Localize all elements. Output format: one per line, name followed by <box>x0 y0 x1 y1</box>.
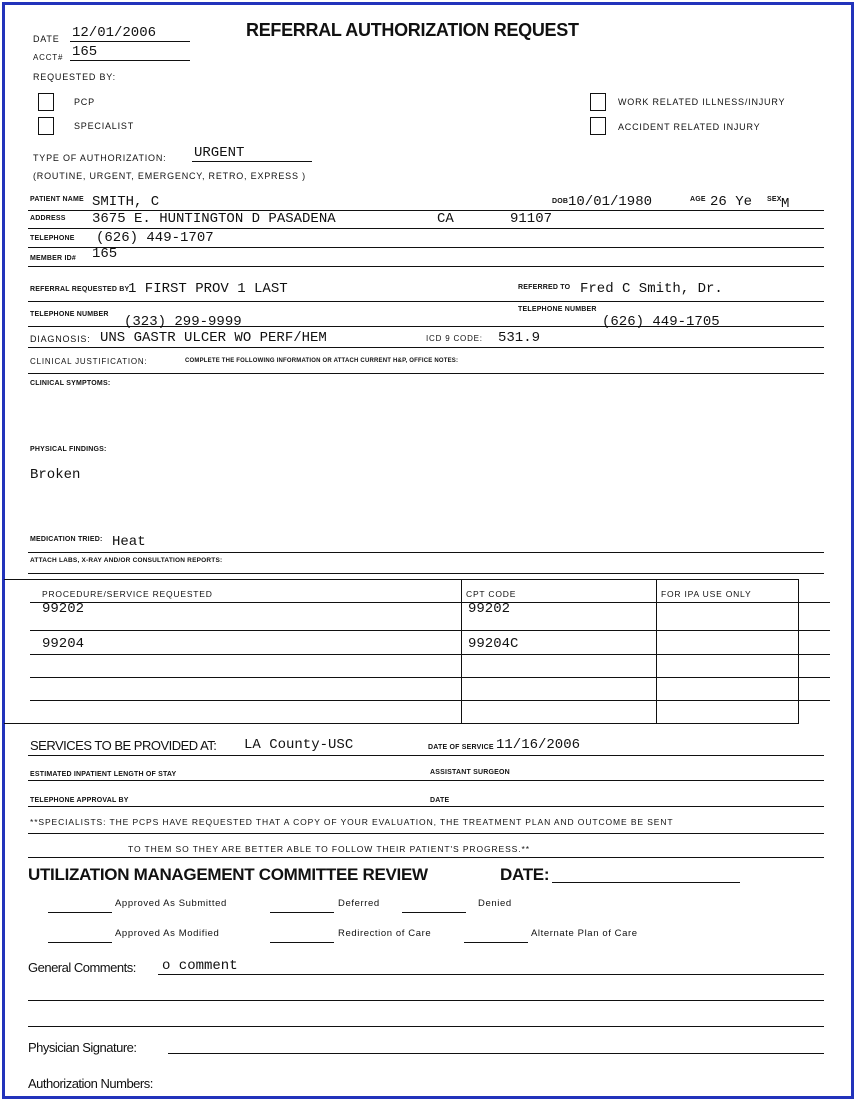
date-label: DATE <box>33 34 60 44</box>
age-label: AGE <box>690 196 706 203</box>
member-id-label: MEMBER ID# <box>30 255 76 262</box>
table-row-1-procedure[interactable]: 99202 <box>42 601 85 617</box>
table-row-2-cpt[interactable]: 99204C <box>468 636 519 652</box>
referral-telephone-value[interactable]: (323) 299-9999 <box>124 314 242 330</box>
authorization-numbers-label: Authorization Numbers: <box>28 1076 153 1091</box>
assistant-surgeon-label: ASSISTANT SURGEON <box>430 769 510 776</box>
physician-signature-line[interactable] <box>168 1053 824 1054</box>
work-related-checkbox[interactable] <box>590 93 606 111</box>
general-comments-label: General Comments: <box>28 960 136 975</box>
services-provided-value[interactable]: LA County-USC <box>244 737 354 753</box>
col-ipa-header: FOR IPA USE ONLY <box>661 589 752 599</box>
physical-findings-value[interactable]: Broken <box>30 467 81 483</box>
referred-to-label: REFERRED TO <box>518 284 571 291</box>
icd-label: ICD 9 CODE: <box>426 334 483 343</box>
denied-label: Denied <box>478 898 512 909</box>
redirection-of-care-label: Redirection of Care <box>338 928 432 939</box>
services-provided-label: SERVICES TO BE PROVIDED AT: <box>30 738 217 753</box>
work-related-label: WORK RELATED ILLNESS/INJURY <box>618 97 786 107</box>
inpatient-stay-label: ESTIMATED INPATIENT LENGTH OF STAY <box>30 771 177 778</box>
alternate-plan-label: Alternate Plan of Care <box>531 928 638 939</box>
auth-type-value[interactable]: URGENT <box>194 145 245 161</box>
accident-related-checkbox[interactable] <box>590 117 606 135</box>
state-value[interactable]: CA <box>437 211 454 227</box>
pcp-checkbox[interactable] <box>38 93 54 111</box>
address-label: ADDRESS <box>30 215 66 222</box>
physical-findings-label: PHYSICAL FINDINGS: <box>30 446 107 453</box>
referred-to-value[interactable]: Fred C Smith, Dr. <box>580 281 723 297</box>
diagnosis-value[interactable]: UNS GASTR ULCER WO PERF/HEM <box>100 330 327 346</box>
referred-telephone-label: TELEPHONE NUMBER <box>518 306 597 313</box>
form-title: REFERRAL AUTHORIZATION REQUEST <box>246 20 579 40</box>
icd-value[interactable]: 531.9 <box>498 330 541 346</box>
approved-as-modified-label: Approved As Modified <box>115 928 220 939</box>
telephone-value[interactable]: (626) 449-1707 <box>96 230 214 246</box>
accident-related-label: ACCIDENT RELATED INJURY <box>618 122 761 132</box>
table-row-2-procedure[interactable]: 99204 <box>42 636 85 652</box>
pcp-label: PCP <box>74 97 95 107</box>
approval-date-label: DATE <box>430 797 450 804</box>
diagnosis-label: DIAGNOSIS: <box>30 334 91 344</box>
patient-name-value[interactable]: SMITH, C <box>92 194 160 210</box>
specialists-note-line-1: **SPECIALISTS: THE PCPS HAVE REQUESTED THAT A COPY OF YOUR EVALUATION, THE TREATMENT PLAN AND OUTCOME BE SENT <box>30 817 674 827</box>
review-date-label: DATE: <box>500 865 550 884</box>
referral-requested-value[interactable]: 1 FIRST PROV 1 LAST <box>128 281 288 297</box>
table-row-1-cpt[interactable]: 99202 <box>468 601 511 617</box>
acct-value[interactable]: 165 <box>72 44 98 60</box>
acct-label: ACCT# <box>33 53 64 62</box>
address-value[interactable]: 3675 E. HUNTINGTON D PASADENA <box>92 211 336 227</box>
medication-label: MEDICATION TRIED: <box>30 536 103 543</box>
member-id-value[interactable]: 165 <box>92 246 118 262</box>
clinical-justification-note: COMPLETE THE FOLLOWING INFORMATION OR ATTACH CURRENT H&P, OFFICE NOTES: <box>185 358 459 364</box>
general-comments-value[interactable]: o comment <box>162 958 238 974</box>
date-of-service-value[interactable]: 11/16/2006 <box>496 737 581 753</box>
zip-value[interactable]: 91107 <box>510 211 553 227</box>
auth-type-options: (ROUTINE, URGENT, EMERGENCY, RETRO, EXPRESS ) <box>33 171 306 181</box>
specialist-label: SPECIALIST <box>74 121 135 131</box>
clinical-symptoms-label: CLINICAL SYMPTOMS: <box>30 380 111 387</box>
sex-value[interactable]: M <box>781 196 790 212</box>
telephone-label: TELEPHONE <box>30 235 75 242</box>
review-title: UTILIZATION MANAGEMENT COMMITTEE REVIEW <box>28 865 428 884</box>
specialists-note-line-2: TO THEM SO THEY ARE BETTER ABLE TO FOLLOW THEIR PATIENT'S PROGRESS.** <box>128 844 530 854</box>
deferred-label: Deferred <box>338 898 380 909</box>
col-procedure-header: PROCEDURE/SERVICE REQUESTED <box>42 589 213 599</box>
age-value[interactable]: 26 Ye <box>710 194 753 210</box>
auth-type-label: TYPE OF AUTHORIZATION: <box>33 153 167 163</box>
date-of-service-label: DATE OF SERVICE <box>428 744 494 751</box>
col-cpt-header: CPT CODE <box>466 589 517 599</box>
referred-telephone-value[interactable]: (626) 449-1705 <box>602 314 720 330</box>
attach-label: ATTACH LABS, X-RAY AND/OR CONSULTATION REPORTS: <box>30 557 223 564</box>
dob-value[interactable]: 10/01/1980 <box>568 194 653 210</box>
specialist-checkbox[interactable] <box>38 117 54 135</box>
dob-label: DOB <box>552 198 569 205</box>
physician-signature-label: Physician Signature: <box>28 1040 137 1055</box>
clinical-justification-label: CLINICAL JUSTIFICATION: <box>30 357 148 366</box>
requested-by-label: REQUESTED BY: <box>33 72 116 82</box>
sex-label: SEX <box>767 196 782 203</box>
telephone-approval-label: TELEPHONE APPROVAL BY <box>30 797 129 804</box>
referral-requested-label: REFERRAL REQUESTED BY <box>30 286 130 293</box>
date-value[interactable]: 12/01/2006 <box>72 25 157 41</box>
referral-telephone-label: TELEPHONE NUMBER <box>30 311 109 318</box>
patient-name-label: PATIENT NAME <box>30 196 84 203</box>
approved-as-submitted-label: Approved As Submitted <box>115 898 227 909</box>
medication-value[interactable]: Heat <box>112 534 146 550</box>
